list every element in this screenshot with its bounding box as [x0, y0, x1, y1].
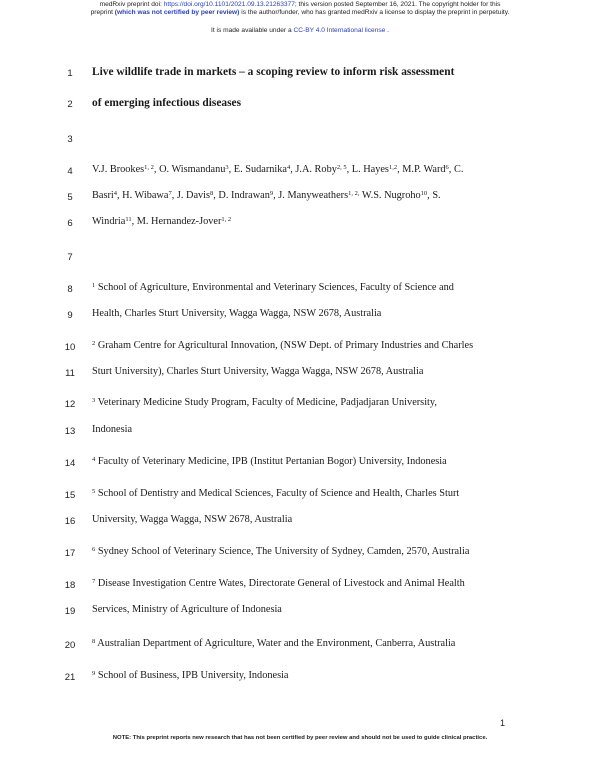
author-name: , J. Davis	[171, 190, 211, 201]
affiliation-marker: 6	[445, 164, 449, 171]
line-number: 9	[67, 310, 73, 321]
affiliation-cont: Services, Ministry of Agriculture of Indonesia	[92, 604, 282, 615]
affiliation: $^9$ School of Business, IPB University, Indonesia	[92, 670, 289, 681]
affiliation: $^7$ Disease Investigation Centre Wates, Directorate General of Livestock and Animal Health	[92, 578, 465, 589]
line-number: 13	[64, 426, 76, 437]
author-name: , J.A. Roby	[290, 164, 337, 175]
affiliation-marker: 7	[168, 190, 172, 197]
affiliation-marker: 1, 2	[144, 164, 154, 171]
affiliation-cont: Sturt University), Charles Sturt University, Wagga Wagga, NSW 2678, Australia	[92, 366, 424, 377]
affiliation-marker: 3	[225, 164, 229, 171]
peer-review-notice: (which was not certified by peer review)	[114, 9, 240, 16]
line-number: 17	[64, 548, 76, 559]
affiliation-cont: University, Wagga Wagga, NSW 2678, Australia	[92, 514, 293, 525]
affiliation: $^2$ Graham Centre for Agricultural Innovation, (NSW Dept. of Primary Industries and Charles	[92, 340, 474, 351]
license-link[interactable]: CC-BY 4.0 International license	[293, 27, 386, 34]
line-number: 8	[67, 284, 73, 295]
affiliation: $^1$ School of Agriculture, Environmental and Veterinary Sciences, Faculty of Science and	[92, 282, 454, 293]
author-name: V.J. Brookes	[92, 164, 145, 175]
line-number: 3	[67, 134, 73, 145]
line-number: 12	[64, 399, 76, 410]
author-name: , M. Hernandez-Jover	[131, 216, 222, 227]
line-number: 21	[64, 672, 76, 683]
author-name: W.S. Nugroho	[359, 190, 421, 201]
paper-title-line2: of emerging infectious diseases	[92, 97, 242, 109]
line-number: 6	[67, 218, 73, 229]
affiliation-marker: 1,2	[388, 164, 398, 171]
affiliation: $^8$ Australian Department of Agriculture, Water and the Environment, Canberra, Australia	[92, 638, 456, 649]
affiliation-marker: 9	[269, 190, 274, 197]
line-number: 14	[64, 458, 76, 469]
line-number: 5	[67, 192, 73, 203]
license-line: It is made available under a CC-BY 4.0 International license .	[210, 27, 390, 34]
line-number: 15	[64, 490, 76, 501]
affiliation: $^5$ School of Dentistry and Medical Sciences, Faculty of Science and Health, Charles Sturt	[92, 488, 460, 499]
line-number: 4	[67, 166, 73, 177]
affiliation: $^6$ Sydney School of Veterinary Science, The University of Sydney, Camden, 2570, Australia	[92, 546, 470, 557]
preprint-header-line2: preprint (which was not certified by peer review) is the author/funder, who has granted medRxiv a license to display the preprint in perpetuity.	[90, 9, 510, 16]
line-number: 10	[64, 342, 76, 353]
affiliation-marker: 1, 2,	[348, 190, 360, 197]
author-name: , M.P. Ward	[397, 164, 446, 175]
author-name: , J. Manyweathers	[273, 190, 349, 201]
author-name: , C.	[448, 164, 464, 175]
line-number: 2	[67, 99, 73, 110]
affiliation-marker: 2, 5	[336, 164, 347, 171]
line-number: 18	[64, 580, 76, 591]
peer-review-footer-note: NOTE: This preprint reports new research that has not been certified by peer review and should not be used to guide clinical practice.	[112, 735, 488, 741]
page-number: 1	[500, 718, 506, 728]
author-name: , O. Wismandanu	[153, 164, 226, 175]
preprint-header-line1: medRxiv preprint doi: https://doi.org/10.1101/2021.09.13.21263377; this version posted September 16, 2021. The copyright holder for this	[99, 1, 501, 8]
line-number: 16	[64, 516, 76, 527]
author-name: Basri	[92, 190, 114, 201]
affiliation-cont: Indonesia	[92, 424, 133, 435]
author-name: , L. Hayes	[346, 164, 389, 175]
doi-link[interactable]: https://doi.org/10.1101/2021.09.13.21263377	[163, 1, 295, 8]
affiliation-marker: 10	[420, 190, 428, 197]
line-number: 7	[67, 252, 73, 263]
author-name: , H. Wibawa	[117, 190, 169, 201]
author-line-2	[92, 190, 441, 201]
line-number: 1	[67, 68, 73, 79]
author-name: , S.	[427, 190, 441, 201]
affiliation: $^3$ Veterinary Medicine Study Program, Faculty of Medicine, Padjadjaran University,	[92, 397, 437, 408]
author-name: , E. Sudarnika	[228, 164, 287, 175]
author-line-3	[92, 216, 231, 227]
affiliation-marker: 4	[286, 164, 291, 171]
paper-title-line1: Live wildlife trade in markets – a scoping review to inform risk assessment	[92, 66, 455, 78]
affiliation-cont: Health, Charles Sturt University, Wagga Wagga, NSW 2678, Australia	[92, 308, 382, 319]
affiliation: $^4$ Faculty of Veterinary Medicine, IPB (Institut Pertanian Bogor) University, Indonesia	[92, 456, 447, 467]
affiliation-marker: 1, 2	[221, 216, 232, 223]
affiliation-marker: 4	[113, 190, 117, 197]
affiliation-marker: 11	[125, 216, 132, 223]
affiliation-marker: 8	[210, 190, 214, 197]
line-number: 19	[64, 606, 76, 617]
line-number: 11	[65, 368, 75, 379]
author-name: , D. Indrawan	[213, 190, 270, 201]
line-number: 20	[64, 640, 76, 651]
author-line-1	[92, 164, 463, 175]
author-name: Windria	[92, 216, 126, 227]
